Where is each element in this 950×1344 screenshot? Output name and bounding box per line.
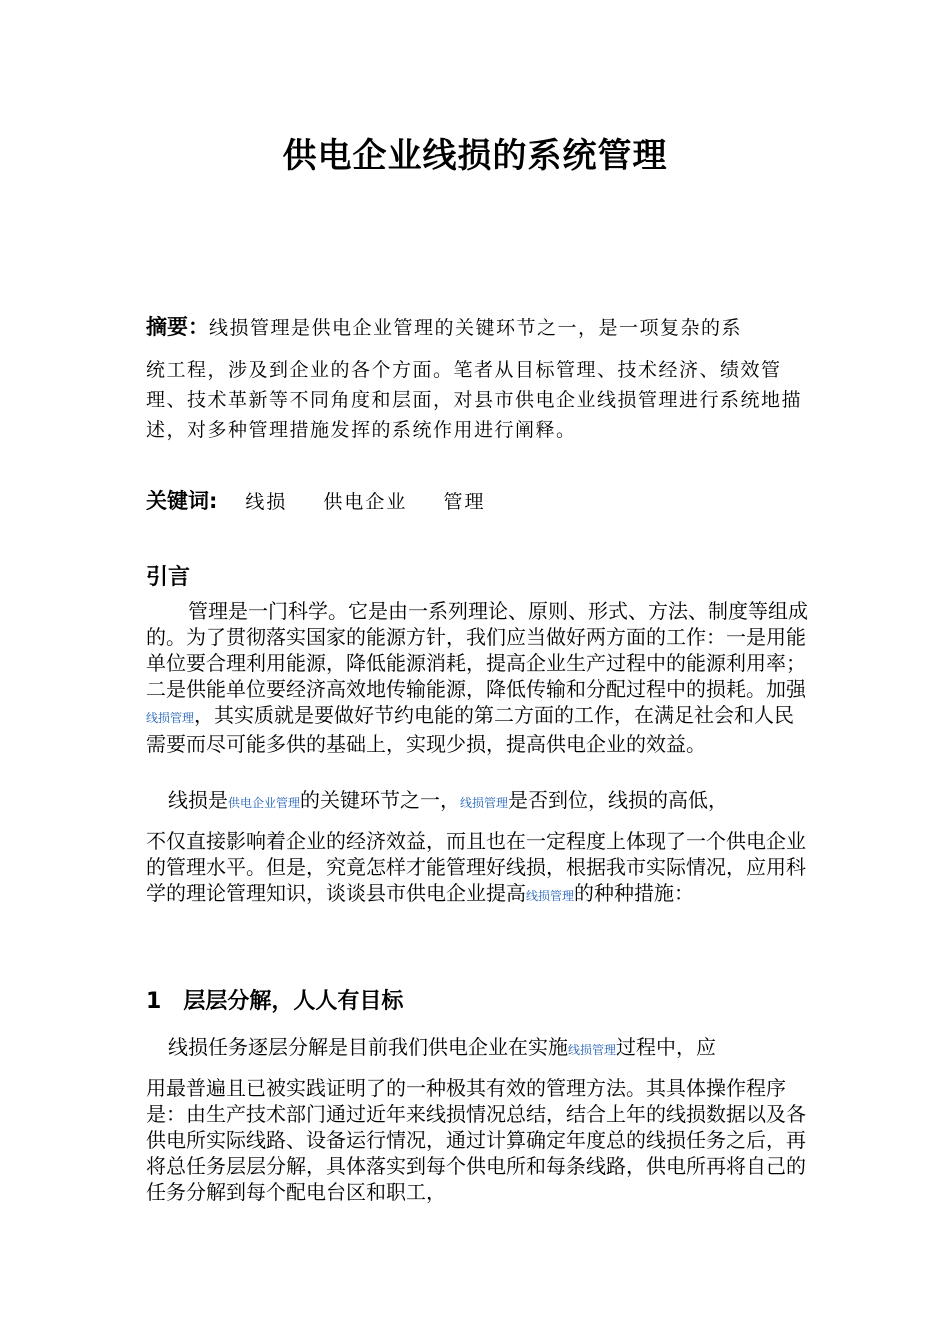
section-number: 1 [146, 989, 162, 1014]
section-1-paragraph [146, 1034, 808, 1205]
keyword-item: 线损 [245, 491, 288, 513]
page-title: 供电企业线损的系统管理 [282, 136, 668, 176]
keyword-item: 管理 [443, 491, 486, 513]
paragraph-text: 是否到位，线损的高低， [508, 788, 729, 812]
section-title: 层层分解，人人有目标 [183, 989, 404, 1014]
section-1-heading [146, 984, 403, 1015]
line-gap [146, 343, 808, 355]
paragraph-text: 过程中，应 [616, 1035, 717, 1059]
abstract-label: 摘要： [146, 315, 209, 339]
intro-paragraph-1 [146, 598, 808, 757]
keywords-section [146, 486, 808, 517]
keywords-label: 关键词: [146, 489, 218, 513]
paragraph-text: 管理是一门科学。它是由一系列理论、原则、形式、方法、制度等组成的。为了贯彻落实国家的能源方针，我们应当做好两方面的工作：一是用能单位要合理利用能源，降低能源消耗，提高企业生产过程中的能源利用率；二是供能单位要经济高效地传输能源，降低传输和分配过程中的损耗。加强 [146, 599, 808, 701]
paragraph-text: 的关键环节之一， [300, 788, 461, 812]
paragraph-text: 线损是 [168, 788, 228, 812]
paragraph-text: ，其实质就是要做好节约电能的第二方面的工作，在满足社会和人民需要而尽可能多供的基础上，实现少损，提高供电企业的效益。 [146, 703, 795, 756]
paragraph-text: 不仅直接影响着企业的经济效益，而且也在一定程度上体现了一个供电企业的管理水平。但是，究竟怎样才能管理好线损，根据我市实际情况，应用科学的理论管理知识，谈谈县市供电企业提高 [146, 829, 806, 905]
abstract-section [146, 312, 808, 445]
paragraph-text: 的种种措施： [574, 881, 695, 905]
line-gap [146, 1063, 808, 1075]
abstract-text: 统工程，涉及到企业的各个方面。笔者从目标管理、技术经济、绩效管理、技术革新等不同角度和层面，对县市供电企业线损管理进行系统地描述，对多种管理措施发挥的系统作用进行阐释。 [146, 359, 803, 441]
keyword-link[interactable]: 供电企业管理 [228, 796, 301, 810]
intro-paragraph-2 [146, 787, 808, 909]
line-gap [146, 816, 808, 828]
keyword-link[interactable]: 线损管理 [526, 889, 575, 903]
intro-heading: 引言 [146, 565, 191, 590]
keyword-item: 供电企业 [323, 491, 408, 513]
keyword-link[interactable]: 线损管理 [146, 711, 195, 725]
paragraph-text: 用最普遍且已被实践证明了的一种极其有效的管理方法。其具体操作程序是：由生产技术部门通过近年来线损情况总结，结合上年的线损数据以及各供电所实际线路、设备运行情况，通过计算确定年度总的线损任务之后，再将总任务层层分解，具体落实到每个供电所和每条线路，供电所再将自己的任务分解到每个配电台区和职工， [146, 1076, 806, 1204]
keyword-link[interactable]: 线损管理 [568, 1043, 617, 1057]
abstract-text-line1: 线损管理是供电企业管理的关键环节之一，是一项复杂的系 [209, 317, 743, 339]
paragraph-text: 线损任务逐层分解是目前我们供电企业在实施 [168, 1035, 568, 1059]
keyword-link[interactable]: 线损管理 [460, 796, 509, 810]
